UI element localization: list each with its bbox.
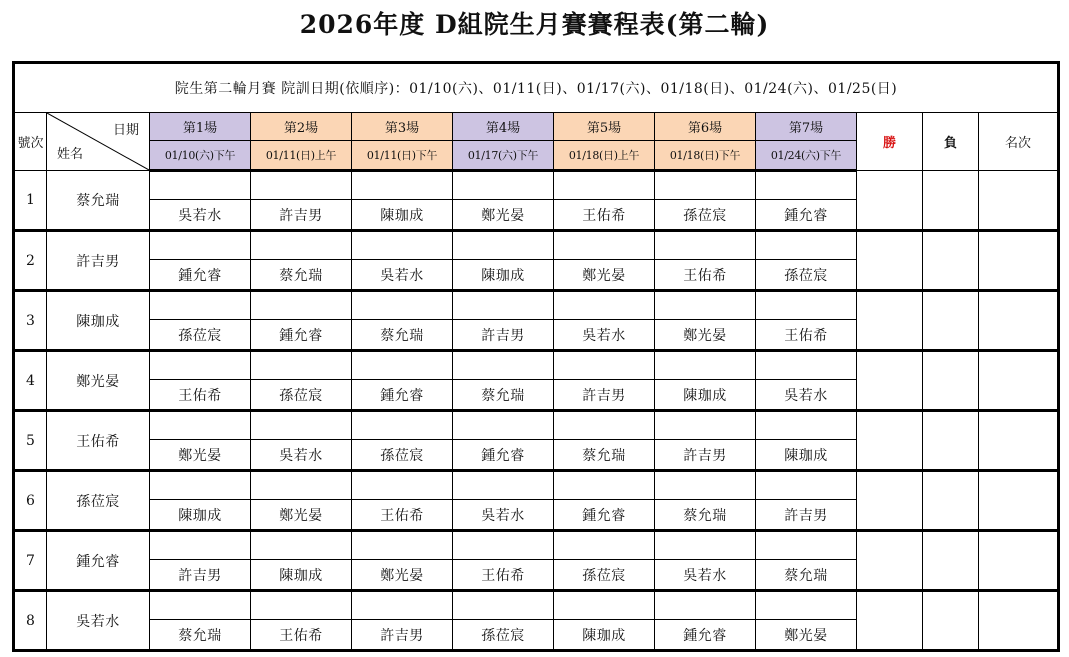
opponent-cell: 蔡允瑞 bbox=[655, 500, 756, 531]
result-cell[interactable] bbox=[352, 471, 453, 500]
header-date: 日期 bbox=[112, 123, 139, 138]
rank-cell[interactable] bbox=[979, 411, 1059, 471]
round-date-4: 01/17(六)下午 bbox=[453, 141, 554, 171]
opponent-cell: 吳若水 bbox=[554, 320, 655, 351]
result-cell[interactable] bbox=[554, 171, 655, 200]
rank-cell[interactable] bbox=[979, 171, 1059, 231]
opponent-cell: 吳若水 bbox=[150, 200, 251, 231]
round-label-4: 第4場 bbox=[453, 113, 554, 141]
result-cell[interactable] bbox=[150, 411, 251, 440]
losses-cell[interactable] bbox=[923, 531, 979, 591]
opponent-cell: 孫莅宸 bbox=[756, 260, 857, 291]
result-cell[interactable] bbox=[554, 471, 655, 500]
opponent-cell: 吳若水 bbox=[655, 560, 756, 591]
opponent-cell: 王佑希 bbox=[655, 260, 756, 291]
result-cell[interactable] bbox=[756, 471, 857, 500]
round-label-7: 第7場 bbox=[756, 113, 857, 141]
round-date-2: 01/11(日)上午 bbox=[251, 141, 352, 171]
opponent-cell: 鍾允睿 bbox=[453, 440, 554, 471]
wins-cell[interactable] bbox=[857, 291, 923, 351]
wins-cell[interactable] bbox=[857, 531, 923, 591]
result-cell[interactable] bbox=[150, 351, 251, 380]
opponent-cell: 許吉男 bbox=[756, 500, 857, 531]
result-cell[interactable] bbox=[655, 171, 756, 200]
header-losses: 負 bbox=[923, 113, 979, 171]
losses-cell[interactable] bbox=[923, 351, 979, 411]
player-row bbox=[14, 531, 1059, 560]
result-cell[interactable] bbox=[150, 591, 251, 620]
player-number: 6 bbox=[14, 471, 47, 531]
result-cell[interactable] bbox=[453, 471, 554, 500]
result-cell[interactable] bbox=[453, 171, 554, 200]
result-cell[interactable] bbox=[655, 591, 756, 620]
opponent-cell: 許吉男 bbox=[655, 440, 756, 471]
result-cell[interactable] bbox=[352, 171, 453, 200]
opponent-cell: 蔡允瑞 bbox=[453, 380, 554, 411]
opponent-cell: 鍾允睿 bbox=[756, 200, 857, 231]
player-row bbox=[14, 351, 1059, 380]
player-name: 蔡允瑞 bbox=[47, 171, 150, 231]
losses-cell[interactable] bbox=[923, 231, 979, 291]
result-cell[interactable] bbox=[251, 471, 352, 500]
result-cell[interactable] bbox=[352, 591, 453, 620]
rank-cell[interactable] bbox=[979, 471, 1059, 531]
player-number: 7 bbox=[14, 531, 47, 591]
losses-cell[interactable] bbox=[923, 471, 979, 531]
page-title: 2026年度 D組院生月賽賽程表(第二輪) bbox=[299, 10, 770, 39]
wins-cell[interactable] bbox=[857, 591, 923, 651]
result-cell[interactable] bbox=[756, 531, 857, 560]
result-cell[interactable] bbox=[756, 291, 857, 320]
opponent-cell: 鍾允睿 bbox=[251, 320, 352, 351]
rank-cell[interactable] bbox=[979, 531, 1059, 591]
result-cell[interactable] bbox=[756, 411, 857, 440]
result-cell[interactable] bbox=[756, 591, 857, 620]
rank-cell[interactable] bbox=[979, 591, 1059, 651]
round-label-3: 第3場 bbox=[352, 113, 453, 141]
opponent-cell: 王佑希 bbox=[251, 620, 352, 651]
losses-cell[interactable] bbox=[923, 171, 979, 231]
result-cell[interactable] bbox=[352, 531, 453, 560]
player-row bbox=[14, 471, 1059, 500]
player-number: 5 bbox=[14, 411, 47, 471]
round-date-5: 01/18(日)上午 bbox=[554, 141, 655, 171]
result-cell[interactable] bbox=[453, 591, 554, 620]
result-cell[interactable] bbox=[453, 291, 554, 320]
result-cell[interactable] bbox=[251, 531, 352, 560]
opponent-cell: 孫莅宸 bbox=[251, 380, 352, 411]
opponent-cell: 王佑希 bbox=[554, 200, 655, 231]
opponent-cell: 許吉男 bbox=[150, 560, 251, 591]
wins-cell[interactable] bbox=[857, 411, 923, 471]
rank-cell[interactable] bbox=[979, 231, 1059, 291]
opponent-cell: 王佑希 bbox=[756, 320, 857, 351]
player-number: 1 bbox=[14, 171, 47, 231]
player-number: 8 bbox=[14, 591, 47, 651]
result-cell[interactable] bbox=[554, 531, 655, 560]
wins-cell[interactable] bbox=[857, 231, 923, 291]
opponent-cell: 許吉男 bbox=[554, 380, 655, 411]
losses-cell[interactable] bbox=[923, 411, 979, 471]
opponent-cell: 孫莅宸 bbox=[554, 560, 655, 591]
player-row bbox=[14, 591, 1059, 620]
opponent-cell: 吳若水 bbox=[251, 440, 352, 471]
opponent-cell: 吳若水 bbox=[453, 500, 554, 531]
result-cell[interactable] bbox=[554, 231, 655, 260]
result-cell[interactable] bbox=[655, 351, 756, 380]
result-cell[interactable] bbox=[453, 351, 554, 380]
opponent-cell: 鄭光晏 bbox=[756, 620, 857, 651]
player-name: 鍾允睿 bbox=[47, 531, 150, 591]
result-cell[interactable] bbox=[655, 531, 756, 560]
header-wins: 勝 bbox=[857, 113, 923, 171]
opponent-cell: 許吉男 bbox=[352, 620, 453, 651]
player-name: 鄭光晏 bbox=[47, 351, 150, 411]
opponent-cell: 孫莅宸 bbox=[453, 620, 554, 651]
opponent-cell: 鄭光晏 bbox=[251, 500, 352, 531]
opponent-cell: 陳珈成 bbox=[756, 440, 857, 471]
result-cell[interactable] bbox=[554, 291, 655, 320]
result-cell[interactable] bbox=[150, 231, 251, 260]
result-cell[interactable] bbox=[453, 531, 554, 560]
player-name: 吳若水 bbox=[47, 591, 150, 651]
opponent-cell: 王佑希 bbox=[150, 380, 251, 411]
opponent-cell: 鄭光晏 bbox=[655, 320, 756, 351]
result-cell[interactable] bbox=[251, 591, 352, 620]
result-cell[interactable] bbox=[150, 291, 251, 320]
header-number: 號次 bbox=[14, 113, 47, 171]
opponent-cell: 孫莅宸 bbox=[352, 440, 453, 471]
opponent-cell: 許吉男 bbox=[251, 200, 352, 231]
opponent-cell: 鄭光晏 bbox=[554, 260, 655, 291]
opponent-cell: 許吉男 bbox=[453, 320, 554, 351]
player-number: 3 bbox=[14, 291, 47, 351]
opponent-cell: 陳珈成 bbox=[352, 200, 453, 231]
result-cell[interactable] bbox=[352, 231, 453, 260]
opponent-cell: 鍾允睿 bbox=[655, 620, 756, 651]
result-cell[interactable] bbox=[756, 351, 857, 380]
opponent-cell: 陳珈成 bbox=[554, 620, 655, 651]
header-name: 姓名 bbox=[57, 147, 84, 162]
player-name: 孫莅宸 bbox=[47, 471, 150, 531]
player-row bbox=[14, 171, 1059, 200]
result-cell[interactable] bbox=[655, 411, 756, 440]
opponent-cell: 蔡允瑞 bbox=[251, 260, 352, 291]
result-cell[interactable] bbox=[352, 411, 453, 440]
result-cell[interactable] bbox=[251, 351, 352, 380]
player-number: 4 bbox=[14, 351, 47, 411]
schedule-table bbox=[12, 61, 1060, 652]
opponent-cell: 陳珈成 bbox=[150, 500, 251, 531]
result-cell[interactable] bbox=[352, 351, 453, 380]
opponent-cell: 陳珈成 bbox=[251, 560, 352, 591]
result-cell[interactable] bbox=[150, 531, 251, 560]
round-label-1: 第1場 bbox=[150, 113, 251, 141]
opponent-cell: 鄭光晏 bbox=[453, 200, 554, 231]
result-cell[interactable] bbox=[756, 171, 857, 200]
wins-cell[interactable] bbox=[857, 171, 923, 231]
opponent-cell: 鍾允睿 bbox=[150, 260, 251, 291]
player-row bbox=[14, 411, 1059, 440]
result-cell[interactable] bbox=[352, 291, 453, 320]
round-date-3: 01/11(日)下午 bbox=[352, 141, 453, 171]
round-date-1: 01/10(六)下午 bbox=[150, 141, 251, 171]
result-cell[interactable] bbox=[251, 231, 352, 260]
result-cell[interactable] bbox=[251, 171, 352, 200]
opponent-cell: 鍾允睿 bbox=[554, 500, 655, 531]
losses-cell[interactable] bbox=[923, 291, 979, 351]
round-label-5: 第5場 bbox=[554, 113, 655, 141]
round-label-2: 第2場 bbox=[251, 113, 352, 141]
result-cell[interactable] bbox=[756, 231, 857, 260]
opponent-cell: 蔡允瑞 bbox=[150, 620, 251, 651]
round-date-7: 01/24(六)下午 bbox=[756, 141, 857, 171]
opponent-cell: 孫莅宸 bbox=[655, 200, 756, 231]
result-cell[interactable] bbox=[150, 171, 251, 200]
header-date-name-cell bbox=[47, 113, 150, 171]
opponent-cell: 王佑希 bbox=[453, 560, 554, 591]
opponent-cell: 鍾允睿 bbox=[352, 380, 453, 411]
result-cell[interactable] bbox=[655, 231, 756, 260]
result-cell[interactable] bbox=[150, 471, 251, 500]
opponent-cell: 王佑希 bbox=[352, 500, 453, 531]
losses-cell[interactable] bbox=[923, 591, 979, 651]
result-cell[interactable] bbox=[554, 351, 655, 380]
wins-cell[interactable] bbox=[857, 471, 923, 531]
player-row bbox=[14, 291, 1059, 320]
round-label-6: 第6場 bbox=[655, 113, 756, 141]
wins-cell[interactable] bbox=[857, 351, 923, 411]
opponent-cell: 鄭光晏 bbox=[150, 440, 251, 471]
opponent-cell: 陳珈成 bbox=[655, 380, 756, 411]
player-name: 王佑希 bbox=[47, 411, 150, 471]
result-cell[interactable] bbox=[453, 231, 554, 260]
opponent-cell: 蔡允瑞 bbox=[352, 320, 453, 351]
player-row bbox=[14, 231, 1059, 260]
result-cell[interactable] bbox=[655, 291, 756, 320]
header-rank: 名次 bbox=[979, 113, 1059, 171]
result-cell[interactable] bbox=[655, 471, 756, 500]
player-name: 陳珈成 bbox=[47, 291, 150, 351]
opponent-cell: 孫莅宸 bbox=[150, 320, 251, 351]
opponent-cell: 鄭光晏 bbox=[352, 560, 453, 591]
result-cell[interactable] bbox=[251, 291, 352, 320]
round-date-6: 01/18(日)下午 bbox=[655, 141, 756, 171]
schedule-subtitle: 院生第二輪月賽 院訓日期(依順序)：01/10(六)、01/11(日)、01/17(六)、01/18(日)、01/24(六)、01/25(日) bbox=[14, 63, 1059, 113]
opponent-cell: 陳珈成 bbox=[453, 260, 554, 291]
result-cell[interactable] bbox=[251, 411, 352, 440]
rank-cell[interactable] bbox=[979, 291, 1059, 351]
result-cell[interactable] bbox=[453, 411, 554, 440]
player-number: 2 bbox=[14, 231, 47, 291]
opponent-cell: 蔡允瑞 bbox=[554, 440, 655, 471]
result-cell[interactable] bbox=[554, 411, 655, 440]
player-name: 許吉男 bbox=[47, 231, 150, 291]
result-cell[interactable] bbox=[554, 591, 655, 620]
opponent-cell: 蔡允瑞 bbox=[756, 560, 857, 591]
rank-cell[interactable] bbox=[979, 351, 1059, 411]
opponent-cell: 吳若水 bbox=[352, 260, 453, 291]
opponent-cell: 吳若水 bbox=[756, 380, 857, 411]
